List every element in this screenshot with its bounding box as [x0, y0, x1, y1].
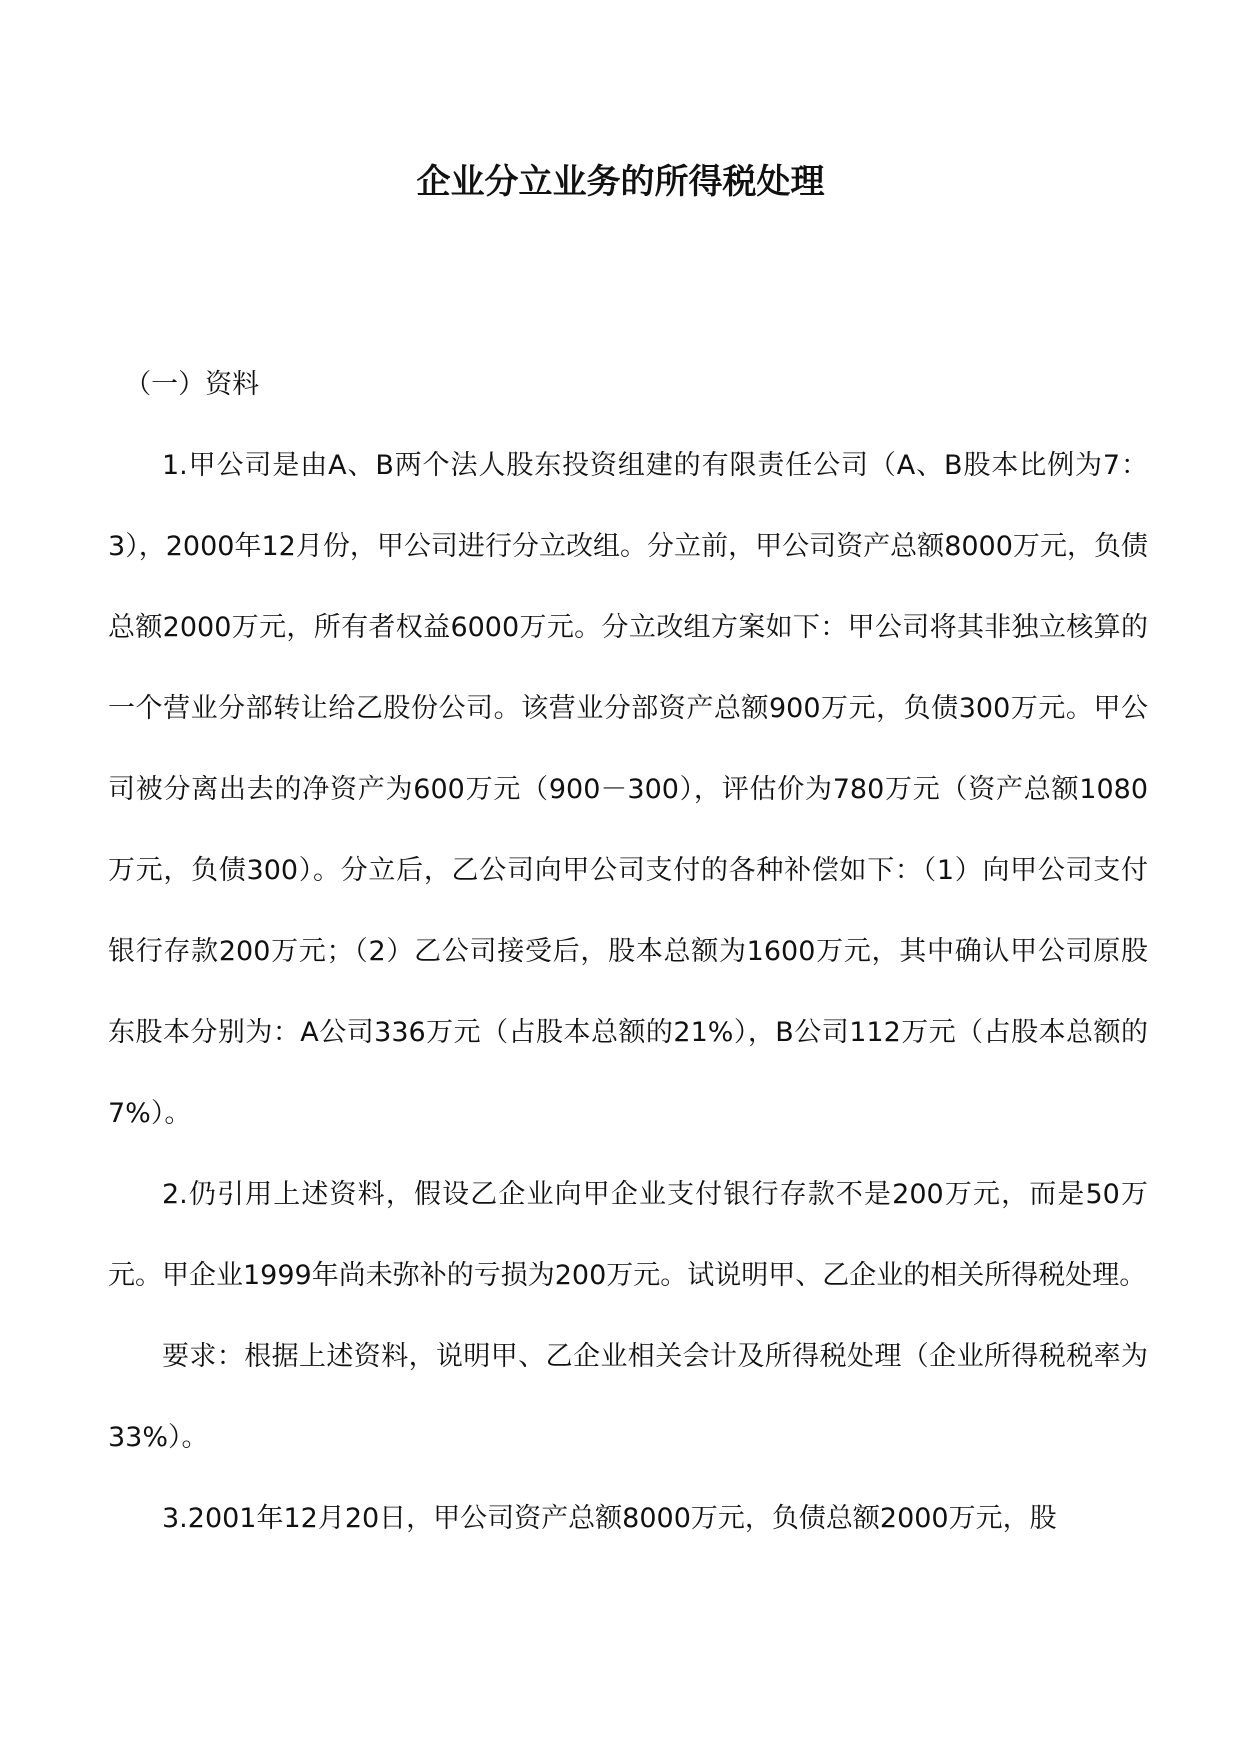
section-heading: （一）资料 — [124, 369, 260, 400]
document-body — [108, 344, 1148, 1559]
paragraph-requirement: 要求：根据上述资料，说明甲、乙企业相关会计及所得税处理（企业所得税税率为33%）。 — [108, 1341, 1148, 1453]
paragraph-3: 3.2001年12月20日，甲公司资产总额8000万元，负债总额2000万元，股 — [162, 1503, 1057, 1534]
document-title: 企业分立业务的所得税处理 — [416, 162, 825, 202]
paragraph-2: 2.仍引用上述资料，假设乙企业向甲企业支付银行存款不是200万元，而是50万元。甲企业1999年尚未弥补的亏损为200万元。试说明甲、乙企业的相关所得税处理。 — [108, 1179, 1148, 1291]
paragraph-1: 1.甲公司是由A、B两个法人股东投资组建的有限责任公司（A、B股本比例为7：3），2000年12月份，甲公司进行分立改组。分立前，甲公司资产总额8000万元，负债总额2000万元，所有者权益6000万元。分立改组方案如下：甲公司将其非独立核算的一个营业分部转让给乙股份公司。该营业分部资产总额900万元，负债300万元。甲公司被分离出去的净资产为600万元（900－300），评估价为780万元（资产总额1080万元，负债300）。分立后，乙公司向甲公司支付的各种补偿如下：（1）向甲公司支付银行存款200万元；（2）乙公司接受后，股本总额为1600万元，其中确认甲公司原股东股本分别为：A公司336万元（占股本总额的21%），B公司112万元（占股本总额的7%）。 — [108, 450, 1148, 1129]
